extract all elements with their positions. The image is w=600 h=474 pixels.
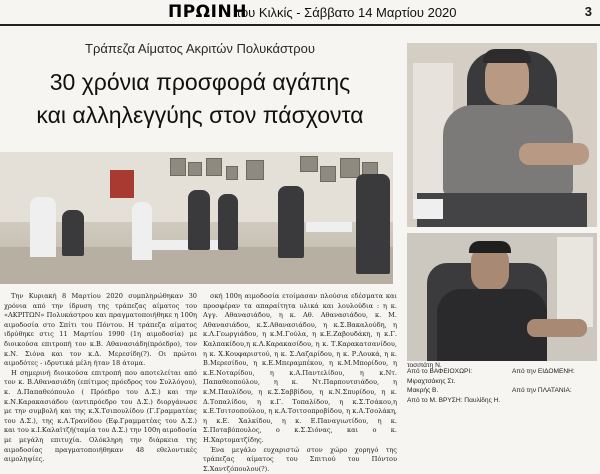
headline-line-2: και αλληλεγγύης στον πάσχοντα [0, 99, 400, 132]
article-kicker: Τράπεζα Αίματος Ακριτών Πολυκάστρου [0, 41, 400, 56]
masthead [0, 0, 600, 26]
radiator [557, 237, 593, 327]
wall-frame [300, 156, 318, 172]
person-figure [188, 190, 210, 250]
page-number: 3 [585, 4, 592, 19]
caption-line: Μακρής Β. [407, 386, 507, 396]
caption-line: Από το ΒΑΦΕΙΟΧΩΡΙ: Μιραχτσάκης Στ. [407, 367, 507, 386]
paper [413, 199, 443, 219]
arm [527, 319, 587, 337]
right-lead-text: τοσιπάτη Ν. [407, 362, 442, 369]
headline-line-1: 30 χρόνια προσφορά αγάπης [0, 66, 400, 99]
donor-portrait-photo-bottom [407, 233, 597, 361]
table [306, 222, 352, 232]
donor-figure [30, 197, 56, 257]
paragraph: σκή 100η αιμοδοσία ετοίμασαν πλούσια εδέσματα και προσφέραν τα απαραίτητα υλικά και λουλούδια : η κ. Αγγ. Αθανασιάδου, η κ. Αθ. Αθανασιάδου, κ. Μ. Αθανασιάδου, κ.Σ.Αθανασιάδου, η κ.Σ.Βακαλούδη, η κ.Λ.Γεωργιάδου, η κ.Μ.Γούλα, η κ.Ε.Ζαβουδάκη, η κ.Γ. Καλπακίδου,η κ.Λ.Καρακασίδου, η κ. Τ.Καρακατσανίδου, η κ. Χ.Κουφαριστού, η κ. Σ.Λαζαρίδου, η κ. Ρ.Λουκά, η κ. Β.Μερεσίδου, η κ.Ε.Μπεραμπέκου, η κ.Μ.Μπορίδου, η κ.Ε.Νοταρίδου, η κ.Α.Παντελίδου, η κ.Ντ. Παπαθεοπούλου, η κ. Ντ.Παρπουτσιάδου, η κ.Μ.Παυλίδου, η κ.Σ.Σαββίδου, η κ.Ν.Σπυρίδου, η κ. Δ.Τοπαλίδου, η κ.Γ. Τοπαλίδου, η κ.Σ.Τσάκου,η κ.Ε.Τσιτσοπούλου, η κ.Α.Τσιτσοπροβίδου, η κ.Α.Τσολάκη, η κ.Ε. Χαλκίδου, η κ. Ε.Παναγιωτίδου, η κ. Σ.Ποταβόπουλος, ο κ.Σ.Σιόνας, και ο κ. Η.Χαρτοματζίδης. [203, 292, 397, 446]
nurse-figure [132, 202, 152, 260]
person-figure [62, 210, 84, 256]
person-figure [356, 174, 390, 274]
article-headline [0, 66, 400, 132]
wall-frame [320, 166, 336, 182]
hair [469, 241, 511, 253]
paragraph: Η σημερινή διοικούσα επιτροπή που αποτελείται από τον κ. Β.Αθανασιάδη (επίτιμος πρόεδρος του Συλλόγου), κ. Δ.Παπαθεόπουλο ( Πρόεδρο του Δ.Σ.) και την κ.Ν.Καρακασιάδου (αντιπρόεδρο του Δ.Σ.) διοργάνωσε με την συμβολή και της κ.Χ.Τσιπουλίδου (Γ.Γραμματέας του Δ.Σ.), της κ.Λ.Τρανίδου (Εφ.Γραμματέας του Δ.Σ.) και του κ.Ι.Καλαϊτζή(ταμία του Δ.Σ.) την 100η αιμοδοσία με μεγάλη επιτυχία. Ολόκληρη την διάρκεια της αιμοδοσίας πραγματοποιήθηκαν 48 εθελοντικές αιμοληψίες. [4, 369, 197, 465]
wall-frame [340, 158, 360, 178]
banner [110, 170, 134, 198]
wall-frame [226, 166, 238, 180]
caption-line: Από την ΕΙΔΟΜΕΝΗ: [512, 367, 598, 377]
blood-donation-room-photo [0, 152, 393, 284]
article-column-2 [203, 292, 397, 400]
donor-list-left [407, 367, 507, 405]
wall-frame [246, 160, 264, 180]
issue-line: του Κιλκίς - Σάββατο 14 Μαρτίου 2020 [236, 5, 457, 20]
article-column-1 [4, 292, 197, 400]
paragraph: Την Κυριακή 8 Μαρτίου 2020 συμπληρώθηκαν 30 χρόνια από την ίδρυση της τράπεζας αίματος του «ΑΚΡΙΤΩΝ» Πολυκάστρου και πραγματοποιήθηκε η 100η αιμοδοσία στο Σπίτι του Πόντου. Η τράπεζα αίματος ιδρύθηκε στις 11 Μαρτίου 1990 (1η αιμοδοσία) με διοικούσα επιτροπή τον κ.Β. Αθανασιάδη(πρόεδρο), τον κ.Ν. Σιόνα και τον κ.Δ. Μερεσίδη(?). Οι πρώτοι αιμοδότες - ιδρυτικά μέλη ήταν 18 άτομα. [4, 292, 197, 369]
photo-floor [0, 247, 393, 284]
person-figure [218, 194, 238, 250]
hair [483, 49, 531, 63]
caption-line: Από το Μ. ΒΡΥΣΗ: Παυλίδης Η. [407, 396, 507, 406]
wall-frame [170, 158, 186, 176]
arm [519, 143, 589, 165]
caption-line [512, 377, 598, 387]
donor-portrait-photo-top [407, 43, 597, 227]
donor-list-right [512, 367, 598, 396]
wall-frame [188, 162, 202, 176]
caption-line: Από την ΠΛΑΤΑΝΙΑ: [512, 386, 598, 396]
newspaper-brand: ΠΡΩΙΝΗ [168, 2, 247, 22]
wall-frame [206, 158, 222, 176]
person-figure [278, 186, 304, 258]
paragraph: Ένα μεγάλο ευχαριστώ στον χώρο χορηγό της τράπεζας αίματος του Σπιτιού του Πόντου Σ.Χαντζόπουλου(?). [203, 446, 397, 474]
